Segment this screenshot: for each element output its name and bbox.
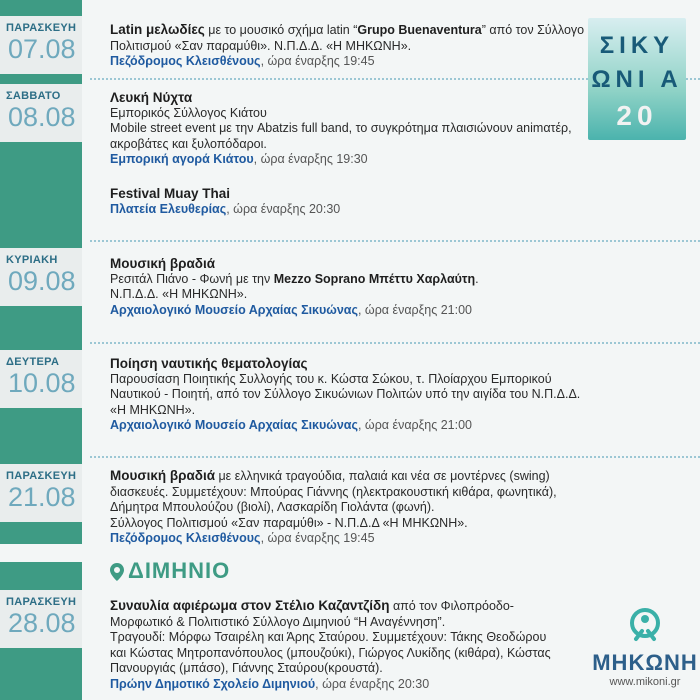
day-cell xyxy=(0,248,82,306)
event-time: , ώρα έναρξης 20:30 xyxy=(226,201,341,216)
day-cell xyxy=(0,464,82,522)
event-title: Festival Muay Thai xyxy=(110,186,231,201)
separator xyxy=(90,456,700,458)
event-text: από τον Φιλοπρόοδο-Μορφωτικό & Πολιτιστικό Σύλλογο Διμηνιού “Η Αναγέννηση”. xyxy=(110,599,514,629)
day-date: 28.08 xyxy=(8,608,76,638)
sikyonia-logo xyxy=(588,18,686,140)
event-location: Εμπορική αγορά Κιάτου xyxy=(110,152,254,166)
day-cell xyxy=(0,84,82,142)
event-time: , ώρα έναρξης 19:45 xyxy=(260,54,375,68)
event-description: Παρουσίαση Ποιητικής Συλλογής του κ. Κώστα Σώκου, τ. Πλοίαρχου Εμπορικού Ναυτικού - Ποιητή, από τον Σύλλογο Σικυώνιων Πολιτών υπό την αιγίδα του Ν.Π.Δ.Δ. «Η ΜΗΚΩΝΗ». xyxy=(110,371,581,417)
event-entry xyxy=(110,22,595,70)
separator xyxy=(90,342,700,344)
event-highlight: Mezzo Soprano Μπέττυ Χαρλαύτη xyxy=(273,271,476,286)
logo-text: ΩΝΙ Α xyxy=(591,66,683,93)
day-name: ΠΑΡΑΣΚΕΥΗ xyxy=(6,470,77,482)
event-title: Συναυλία αφιέρωμα στον Στέλιο Καζαντζίδη xyxy=(110,598,390,613)
day-name: ΣΑΒΒΑΤΟ xyxy=(6,90,61,102)
event-time: , ώρα έναρξης 19:45 xyxy=(260,531,375,545)
event-text: με ελληνικά τραγούδια, παλαιά και νέα σε μοντέρνες (swing) διασκευές. Συμμετέχουν: Μπούρας Γιάννης (ηλεκτρακουστική κιθάρα, φωνητικά), Δήμητρα Μπουλούζου (βιολί), Λασκαρίδη Γιολάντα (φωνή). xyxy=(110,469,557,514)
event-entry xyxy=(110,90,595,168)
location-pin-icon xyxy=(110,563,124,581)
day-cell xyxy=(0,350,82,408)
day-date: 07.08 xyxy=(8,34,76,64)
event-location: Πεζόδρομος Κλεισθένους xyxy=(110,54,261,68)
event-entry xyxy=(110,186,595,217)
event-title: Μουσική βραδιά xyxy=(110,256,215,271)
event-location: Πεζόδρομος Κλεισθένους xyxy=(110,531,261,545)
event-text: με το μουσικό σχήμα latin “ xyxy=(204,23,358,37)
day-date: 08.08 xyxy=(8,102,76,132)
mikoni-url: www.mikoni.gr xyxy=(609,676,681,688)
event-organizer: Σύλλογος Πολιτισμού «Σαν παραμύθι» - Ν.Π.Δ.Δ «Η ΜΗΚΩΝΗ». xyxy=(110,515,468,530)
event-time: , ώρα έναρξης 20:30 xyxy=(315,676,430,691)
event-entry xyxy=(110,468,595,547)
event-time: , ώρα έναρξης 21:00 xyxy=(357,418,472,432)
event-highlight: Grupo Buenaventura xyxy=(357,23,482,37)
day-name: ΠΑΡΑΣΚΕΥΗ xyxy=(6,596,77,608)
day-date: 10.08 xyxy=(8,368,76,398)
event-description: Mobile street event με την Abatzis full band, το συγκρότημα πλαισιώνουν animατέρ, ακροβάτες και ξυλοπόδαροι. xyxy=(110,121,572,151)
event-location: Αρχαιολογικό Μουσείο Αρχαίας Σικυώνας xyxy=(110,302,358,317)
event-title: Latin μελωδίες xyxy=(110,22,205,37)
event-text: ” από τον Σύλλογο Πολιτισμού «Σαν παραμύθι». Ν.Π.Δ.Δ. «Η ΜΗΚΩΝΗ». xyxy=(110,23,585,53)
section-title: ΔΙΜΗΝΙΟ xyxy=(128,558,231,583)
logo-text: 20 xyxy=(616,100,658,131)
event-title: Λευκή Νύχτα xyxy=(110,90,193,105)
event-location: Πλατεία Ελευθερίας xyxy=(110,201,227,216)
event-description: Τραγουδί: Μόρφω Τσαιρέλη και Άρης Σταύρου. Συμμετέχουν: Τάκης Θεοδώρου και Κώστας Μητροπανόπουλος (μπουζούκι), Γιώργος Λυκίδης (κιθάρα), Κώστας Πανουργιάς (μπάσο), Γιάννης Σταύρου(κρουστά). xyxy=(110,630,551,675)
event-location: Πρώην Δημοτικό Σχολείο Διμηνιού xyxy=(110,676,316,691)
day-date: 21.08 xyxy=(8,482,76,512)
day-name: ΚΥΡΙΑΚΗ xyxy=(6,254,58,266)
event-text: Ρεσιτάλ Πιάνο - Φωνή με την xyxy=(110,271,274,286)
section-dimnio-header xyxy=(110,558,230,584)
event-time: , ώρα έναρξης 21:00 xyxy=(357,302,472,317)
event-organizer: Εμπορικός Σύλλογος Κιάτου xyxy=(110,105,267,120)
event-time: , ώρα έναρξης 19:30 xyxy=(253,152,368,166)
day-date: 09.08 xyxy=(8,266,76,296)
day-cell xyxy=(0,590,82,648)
day-cell xyxy=(0,16,82,74)
day-name: ΔΕΥΤΕΡΑ xyxy=(6,356,60,368)
event-entry xyxy=(110,356,595,434)
separator xyxy=(90,240,700,242)
event-entry xyxy=(110,256,595,318)
event-title: Μουσική βραδιά xyxy=(110,468,215,483)
mikoni-logo xyxy=(590,605,700,688)
logo-text: ΣΙΚΥ xyxy=(599,32,675,59)
mikoni-emblem-icon xyxy=(625,605,665,645)
mikoni-name: ΜΗΚΩΝΗ xyxy=(592,650,698,675)
event-location: Αρχαιολογικό Μουσείο Αρχαίας Σικυώνας xyxy=(110,418,358,432)
event-entry xyxy=(110,598,565,692)
event-organizer: Ν.Π.Δ.Δ. «Η ΜΗΚΩΝΗ». xyxy=(110,287,248,301)
event-text: . xyxy=(475,271,479,286)
day-name: ΠΑΡΑΣΚΕΥΗ xyxy=(6,22,77,34)
event-title: Ποίηση ναυτικής θεματολογίας xyxy=(110,356,308,371)
